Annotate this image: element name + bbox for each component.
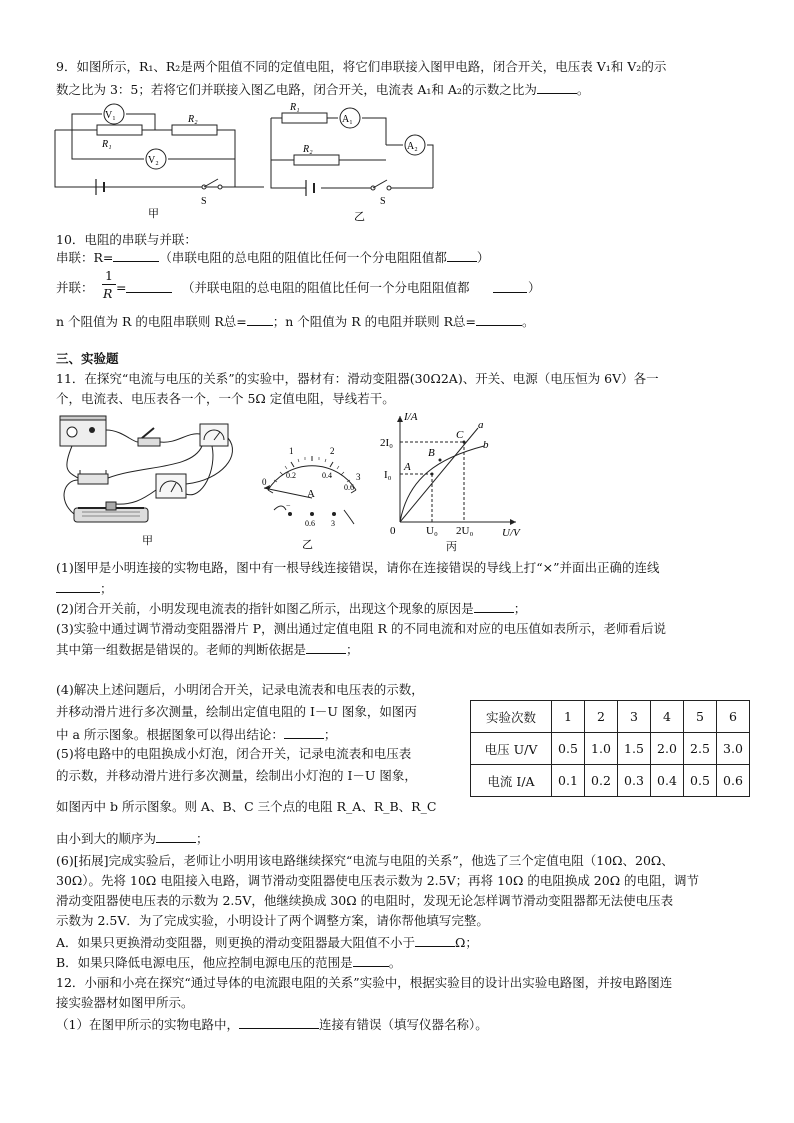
r1-label: R₁ <box>102 139 112 150</box>
origin-label: 0 <box>390 525 396 537</box>
q11-p6c: 滑动变阻器使电压表的示数为 2.5V，他继续换成 30Ω 的电阻时，发现无论怎样调节滑动变阻器都无法使电压表 <box>56 893 674 908</box>
q11-p4a: (4)解决上述问题后，小明闭合开关，记录电流表和电压表的示数， <box>56 682 424 697</box>
answer-blank[interactable] <box>353 954 389 967</box>
data-table <box>470 700 750 797</box>
circuit-figure-jia <box>52 102 264 220</box>
q11-p6a: (6)[拓展]完成实验后，老师让小明用该电路继续探究“电流与电阻的关系”，他选了三个定值电阻（10Ω、20Ω、 <box>56 853 674 868</box>
answer-blank[interactable] <box>56 580 100 593</box>
dial-big-0: 0 <box>262 477 267 487</box>
q11-p5a: (5)将电路中的电阻换成小灯泡，闭合开关，记录电流表和电压表 <box>56 746 412 761</box>
answer-blank[interactable] <box>474 600 514 613</box>
q12-p1: （1）在图甲所示的实物电路中， 连接有错误（填写仪器名称）。 <box>56 1017 488 1032</box>
table-row: 电压 U/V 0.5 1.0 1.5 2.0 2.5 3.0 <box>471 733 750 765</box>
dial-tick-04: 0.4 <box>322 471 332 480</box>
point-c-label: C <box>456 429 464 441</box>
q11-p6d: 示数为 2.5V．为了完成实验，小明设计了两个调整方案，请你帮他填写完整。 <box>56 913 489 928</box>
point-a-label: A <box>404 461 411 473</box>
answer-blank[interactable] <box>247 313 273 326</box>
caption-jia: 甲 <box>142 535 153 547</box>
v2-label: V₂ <box>148 155 159 166</box>
answer-blank[interactable] <box>126 280 172 293</box>
answer-blank[interactable] <box>284 726 324 739</box>
r2-label: R₂ <box>303 144 313 155</box>
answer-blank[interactable] <box>156 830 196 843</box>
q10-title: 10．电阻的串联与并联： <box>56 232 197 247</box>
x-tick-2u0: 2U₀ <box>456 525 474 537</box>
q11-intro1: 11．在探究“电流与电压的关系”的实验中，器材有：滑动变阻器(30Ω2A)、开关、电源（电压恒为 6V）各一 <box>56 371 659 386</box>
q12-line1: 12．小丽和小亮在探究“通过导体的电流跟电阻的关系”实验中，根据实验目的设计出实验电路图，并按电路图连 <box>56 975 673 990</box>
a1-label: A₁ <box>342 114 353 125</box>
dial-big-2: 2 <box>330 446 335 456</box>
dial-big-3: 3 <box>356 472 361 482</box>
table-row: 电流 I/A 0.1 0.2 0.3 0.4 0.5 0.6 <box>471 765 750 797</box>
graph-curve-b <box>400 446 484 522</box>
dial-tick-02: 0.2 <box>286 471 296 480</box>
a2-label: A₂ <box>407 141 418 152</box>
caption-yi: 乙 <box>354 211 365 222</box>
q11-p1b: ； <box>56 580 113 596</box>
answer-blank[interactable] <box>493 280 527 293</box>
physical-circuit-jia <box>52 410 252 550</box>
x-axis-label: U/V <box>502 527 520 539</box>
answer-blank[interactable] <box>476 313 522 326</box>
y-tick-i0: I₀ <box>384 469 392 481</box>
q11-p3a: (3)实验中通过调节滑动变阻器滑片 P，测出通过定值电阻 R 的不同电流和对应的电压值如表所示，老师看后说 <box>56 621 666 636</box>
iu-graph-bing <box>378 408 528 553</box>
q11-p2: (2)闭合开关前，小明发现电流表的指针如图乙所示，出现这个现象的原因是 ； <box>56 601 527 616</box>
s-label: S <box>201 196 207 207</box>
q12-line2: 接实验器材如图甲所示。 <box>56 995 194 1010</box>
answer-blank[interactable] <box>447 249 477 262</box>
q11-p5c: 如图丙中 b 所示图象。则 A、B、C 三个点的电阻 R_A、R_B、R_C <box>56 799 437 814</box>
q11-option-b: B．如果只降低电源电压，他应控制电源电压的范围是 。 <box>56 955 402 970</box>
section-title: 三、实验题 <box>56 351 119 366</box>
caption-jia: 甲 <box>148 208 159 220</box>
q10-n-line: n 个阻值为 R 的电阻串联则 R总= ；n 个阻值为 R 的电阻并联则 R总= 。 <box>56 314 535 329</box>
q9-line2: 数之比为 3：5；若将它们并联接入图乙电路，闭合开关，电流表 A₁和 A₂的示数之比为 。 <box>56 82 590 97</box>
table-row: 实验次数 1 2 3 4 5 6 <box>471 701 750 733</box>
answer-blank[interactable] <box>415 934 455 947</box>
q11-p5d: 由小到大的顺序为 ； <box>56 831 209 846</box>
q11-p6b: 30Ω）。先将 10Ω 电阻接入电路，调节滑动变阻器使电压表示数为 2.5V；再将 10Ω 的电阻换成 20Ω 的电阻，调节 <box>56 873 700 888</box>
line-a-label: a <box>478 419 484 431</box>
s-label: S <box>380 196 386 207</box>
circuit-figure-yi <box>268 100 438 222</box>
dial-unit: A <box>307 488 315 500</box>
terminal-06: 0.6 <box>305 519 315 528</box>
ammeter-dial-yi <box>256 440 368 552</box>
dial-tick-06: 0.6 <box>344 483 354 492</box>
q11-p1a: (1)图甲是小明连接的实物电路，图中有一根导线连接错误，请你在连接错误的导线上打“×”并面出正确的连线 <box>56 560 660 575</box>
q11-p4c: 中 a 所示图象。根据图象可以得出结论： ； <box>56 727 337 742</box>
q9-line1: 9．如图所示，R₁、R₂是两个阻值不同的定值电阻，将它们串联接入图甲电路，闭合开关，电压表 V₁和 V₂的示 <box>56 59 667 74</box>
terminal-3: 3 <box>331 519 335 528</box>
q11-p5b: 的示数，并移动滑片进行多次测量，绘制出小灯泡的 I－U 图象， <box>56 768 417 783</box>
answer-blank[interactable] <box>239 1016 319 1029</box>
answer-blank[interactable] <box>113 249 159 262</box>
y-axis-label: I/A <box>404 411 418 423</box>
x-tick-u0: U₀ <box>426 525 438 537</box>
v1-label: V₁ <box>105 110 116 121</box>
terminal-neg: − <box>286 501 291 510</box>
q11-option-a: A．如果只更换滑动变阻器，则更换的滑动变阻器最大阻值不小于 Ω； <box>56 935 478 950</box>
q10-series: 串联：R= （串联电阻的总电阻的阻值比任何一个分电阻阻值都 ） <box>56 250 490 265</box>
curve-b-label: b <box>483 439 489 451</box>
answer-blank[interactable] <box>537 81 577 94</box>
caption-yi: 乙 <box>302 539 313 551</box>
caption-bing: 丙 <box>446 541 457 553</box>
answer-blank[interactable] <box>306 641 346 654</box>
q11-p4b: 并移动滑片进行多次测量，绘制出定值电阻的 I－U 图象，如图丙 <box>56 704 417 719</box>
r1-label: R₁ <box>290 102 300 113</box>
dial-big-1: 1 <box>289 446 294 456</box>
point-b-label: B <box>428 447 435 459</box>
y-tick-2i0: 2I₀ <box>380 437 393 449</box>
q11-intro2: 个，电流表、电压表各一个，一个 5Ω 定值电阻，导线若干。 <box>56 391 395 406</box>
q11-p3b: 其中第一组数据是错误的。老师的判断依据是 ； <box>56 642 359 657</box>
r2-label: R₂ <box>188 114 198 125</box>
